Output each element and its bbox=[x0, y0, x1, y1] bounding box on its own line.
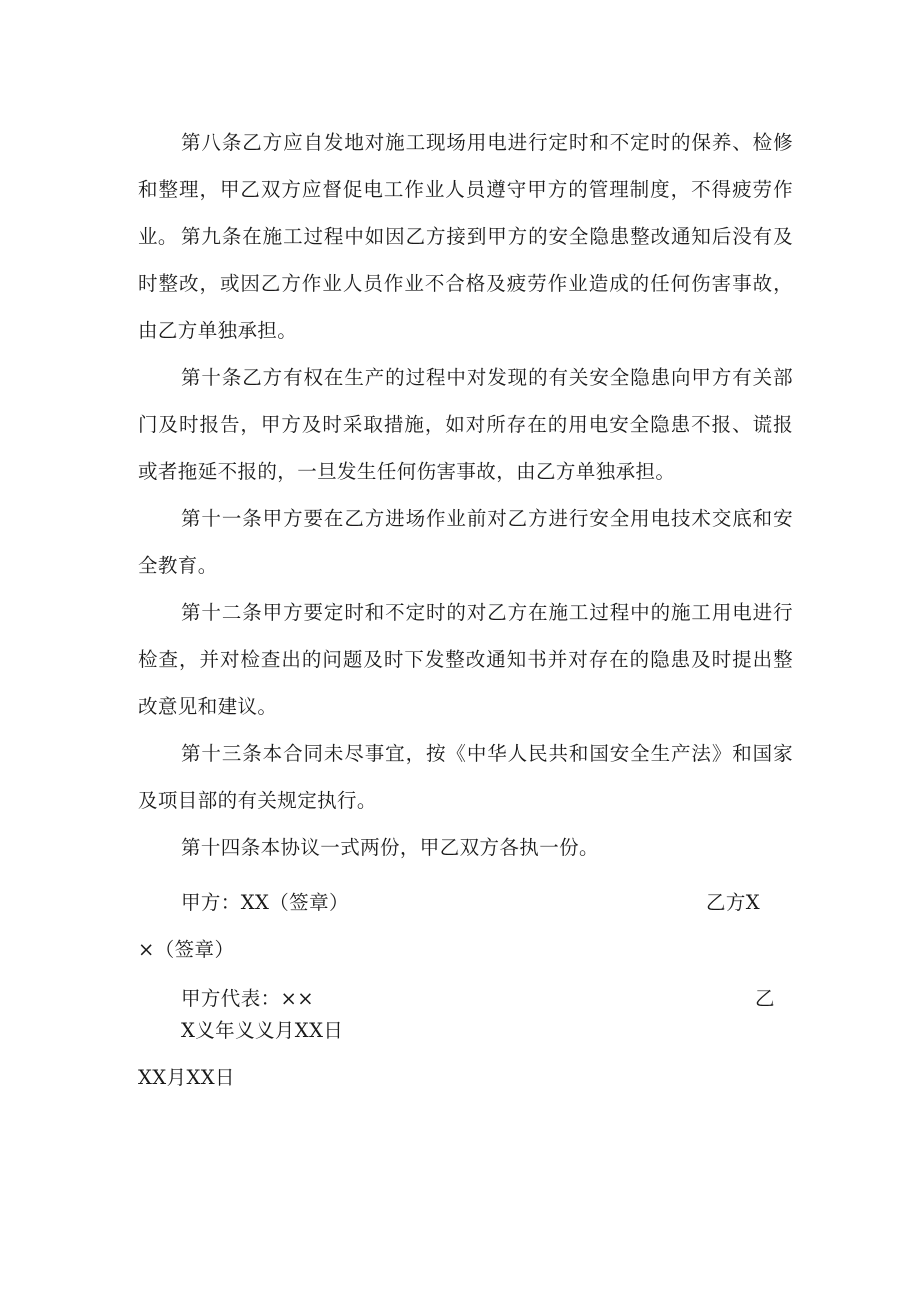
party-b-date: XX月XX日 bbox=[138, 1066, 235, 1089]
article-11: 第十一条甲方要在乙方进场作业前对乙方进行安全用电技术交底和安全教育。 bbox=[138, 507, 793, 577]
party-b-representative: 乙 bbox=[755, 987, 775, 1010]
article-12: 第十二条甲方要定时和不定时的对乙方在施工过程中的施工用电进行检查，并对检查出的问题及时下发整改通知书并对存在的隐患及时提出整改意见和建议。 bbox=[138, 601, 793, 718]
party-b-signature: 乙方X bbox=[706, 891, 761, 914]
party-a-date: X义年义义月XX日 bbox=[181, 1019, 344, 1042]
party-a-representative: 甲方代表：×× bbox=[181, 987, 314, 1010]
article-9: 第九条在施工过程中如因乙方接到甲方的安全隐患整改通知后没有及时整改，或因乙方作业人员作业不合格及疲劳作业造成的任何伤害事故，由乙方单独承担。 bbox=[138, 225, 793, 342]
article-10: 第十条乙方有权在生产的过程中对发现的有关安全隐患向甲方有关部门及时报告，甲方及时采取措施，如对所存在的用电安全隐患不报、谎报或者拖延不报的，一旦发生任何伤害事故，由乙方单独承担。 bbox=[138, 366, 793, 483]
party-a-signature: 甲方：XX（签章） bbox=[181, 891, 349, 914]
article-8: 第八条乙方应自发地对施工现场用电进行定时和不定时的保养、检修和整理，甲乙双方应督促电工作业人员遵守甲方的管理制度，不得疲劳作业。 bbox=[138, 131, 793, 248]
article-13: 第十三条本合同未尽事宜，按《中华人民共和国安全生产法》和国家及项目部的有关规定执行。 bbox=[138, 742, 793, 812]
party-b-signature-continued: ×（签章） bbox=[138, 938, 235, 961]
article-14: 第十四条本协议一式两份，甲乙双方各执一份。 bbox=[181, 836, 599, 859]
